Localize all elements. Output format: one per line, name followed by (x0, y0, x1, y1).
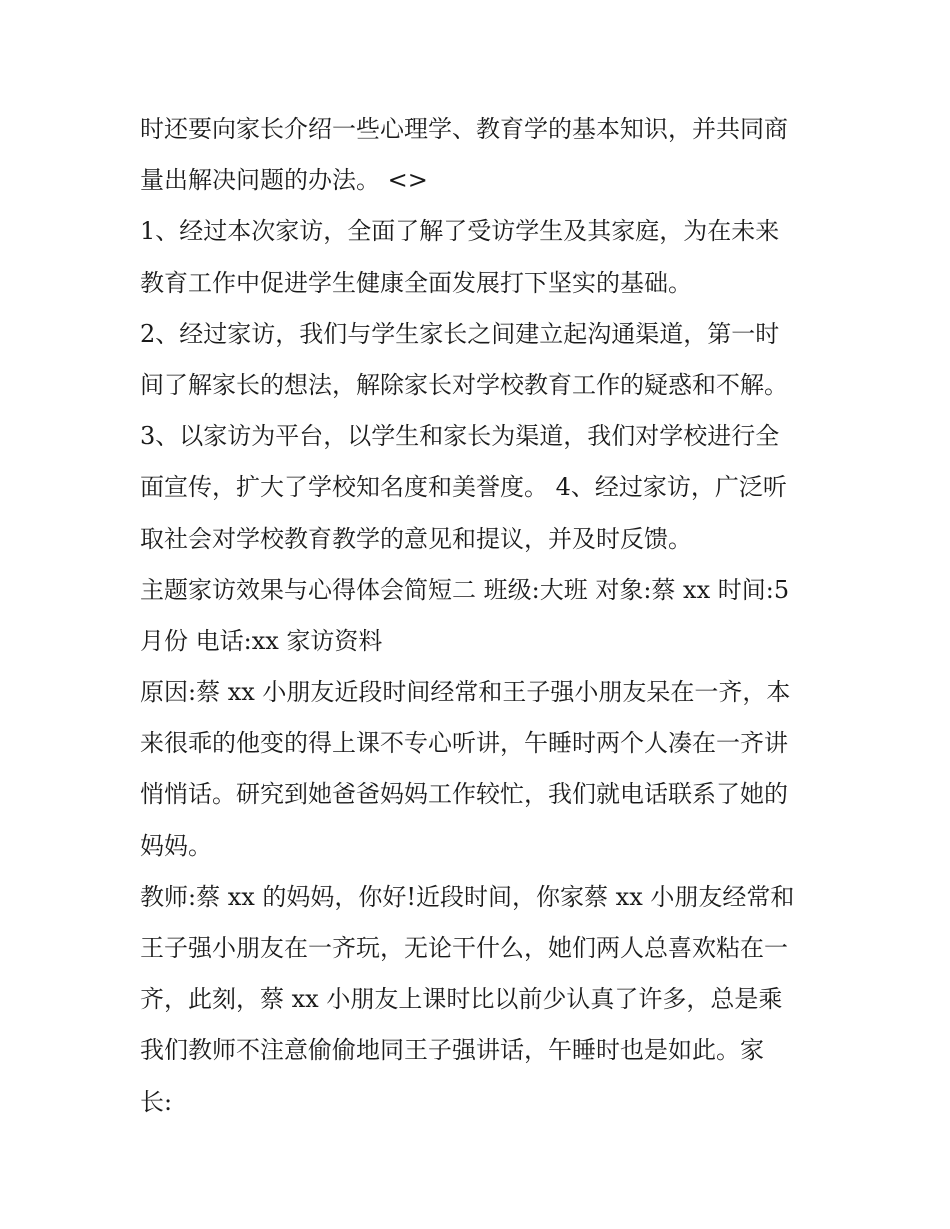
document-body (140, 104, 820, 1128)
text-line: 原因:蔡 xx 小朋友近段时间经常和王子强小朋友呆在一齐，本 (140, 678, 791, 707)
text-line: 主题家访效果与心得体会简短二 班级:大班 对象:蔡 xx 时间:5 (140, 575, 790, 604)
text-line: 妈妈。 (140, 831, 212, 860)
text-line: 2、经过家访，我们与学生家长之间建立起沟通渠道，第一时 (140, 319, 780, 348)
text-line: 长: (140, 1087, 173, 1116)
text-line: 取社会对学校教育教学的意见和提议，并及时反馈。 (140, 524, 692, 553)
text-line: 教育工作中促进学生健康全面发展打下坚实的基础。 (140, 268, 692, 297)
text-line: 悄悄话。研究到她爸爸妈妈工作较忙，我们就电话联系了她的 (140, 780, 788, 809)
text-line: 时还要向家长介绍一些心理学、教育学的基本知识，并共同商 (140, 115, 788, 143)
text-line: 量出解决问题的办法。 <> (140, 166, 428, 195)
text-line: 齐，此刻，蔡 xx 小朋友上课时比以前少认真了许多，总是乘 (140, 985, 783, 1014)
text-line: 3、以家访为平台，以学生和家长为渠道，我们对学校进行全 (140, 422, 780, 451)
text-line: 1、经过本次家访，全面了解了受访学生及其家庭，为在未来 (140, 217, 780, 246)
text-line: 王子强小朋友在一齐玩，无论干什么，她们两人总喜欢粘在一 (140, 934, 788, 962)
text-line: 月份 电话:xx 家访资料 (140, 626, 383, 655)
text-line: 间了解家长的想法，解除家长对学校教育工作的疑惑和不解。 (140, 370, 788, 399)
text-line: 我们教师不注意偷偷地同王子强讲话，午睡时也是如此。家 (140, 1036, 764, 1065)
text-line: 面宣传，扩大了学校知名度和美誉度。 4、经过家访，广泛听 (140, 473, 787, 502)
text-line: 来很乖的他变的得上课不专心听讲，午睡时两个人凑在一齐讲 (140, 729, 788, 758)
text-line: 教师:蔡 xx 的妈妈，你好!近段时间，你家蔡 xx 小朋友经常和 (140, 882, 795, 911)
